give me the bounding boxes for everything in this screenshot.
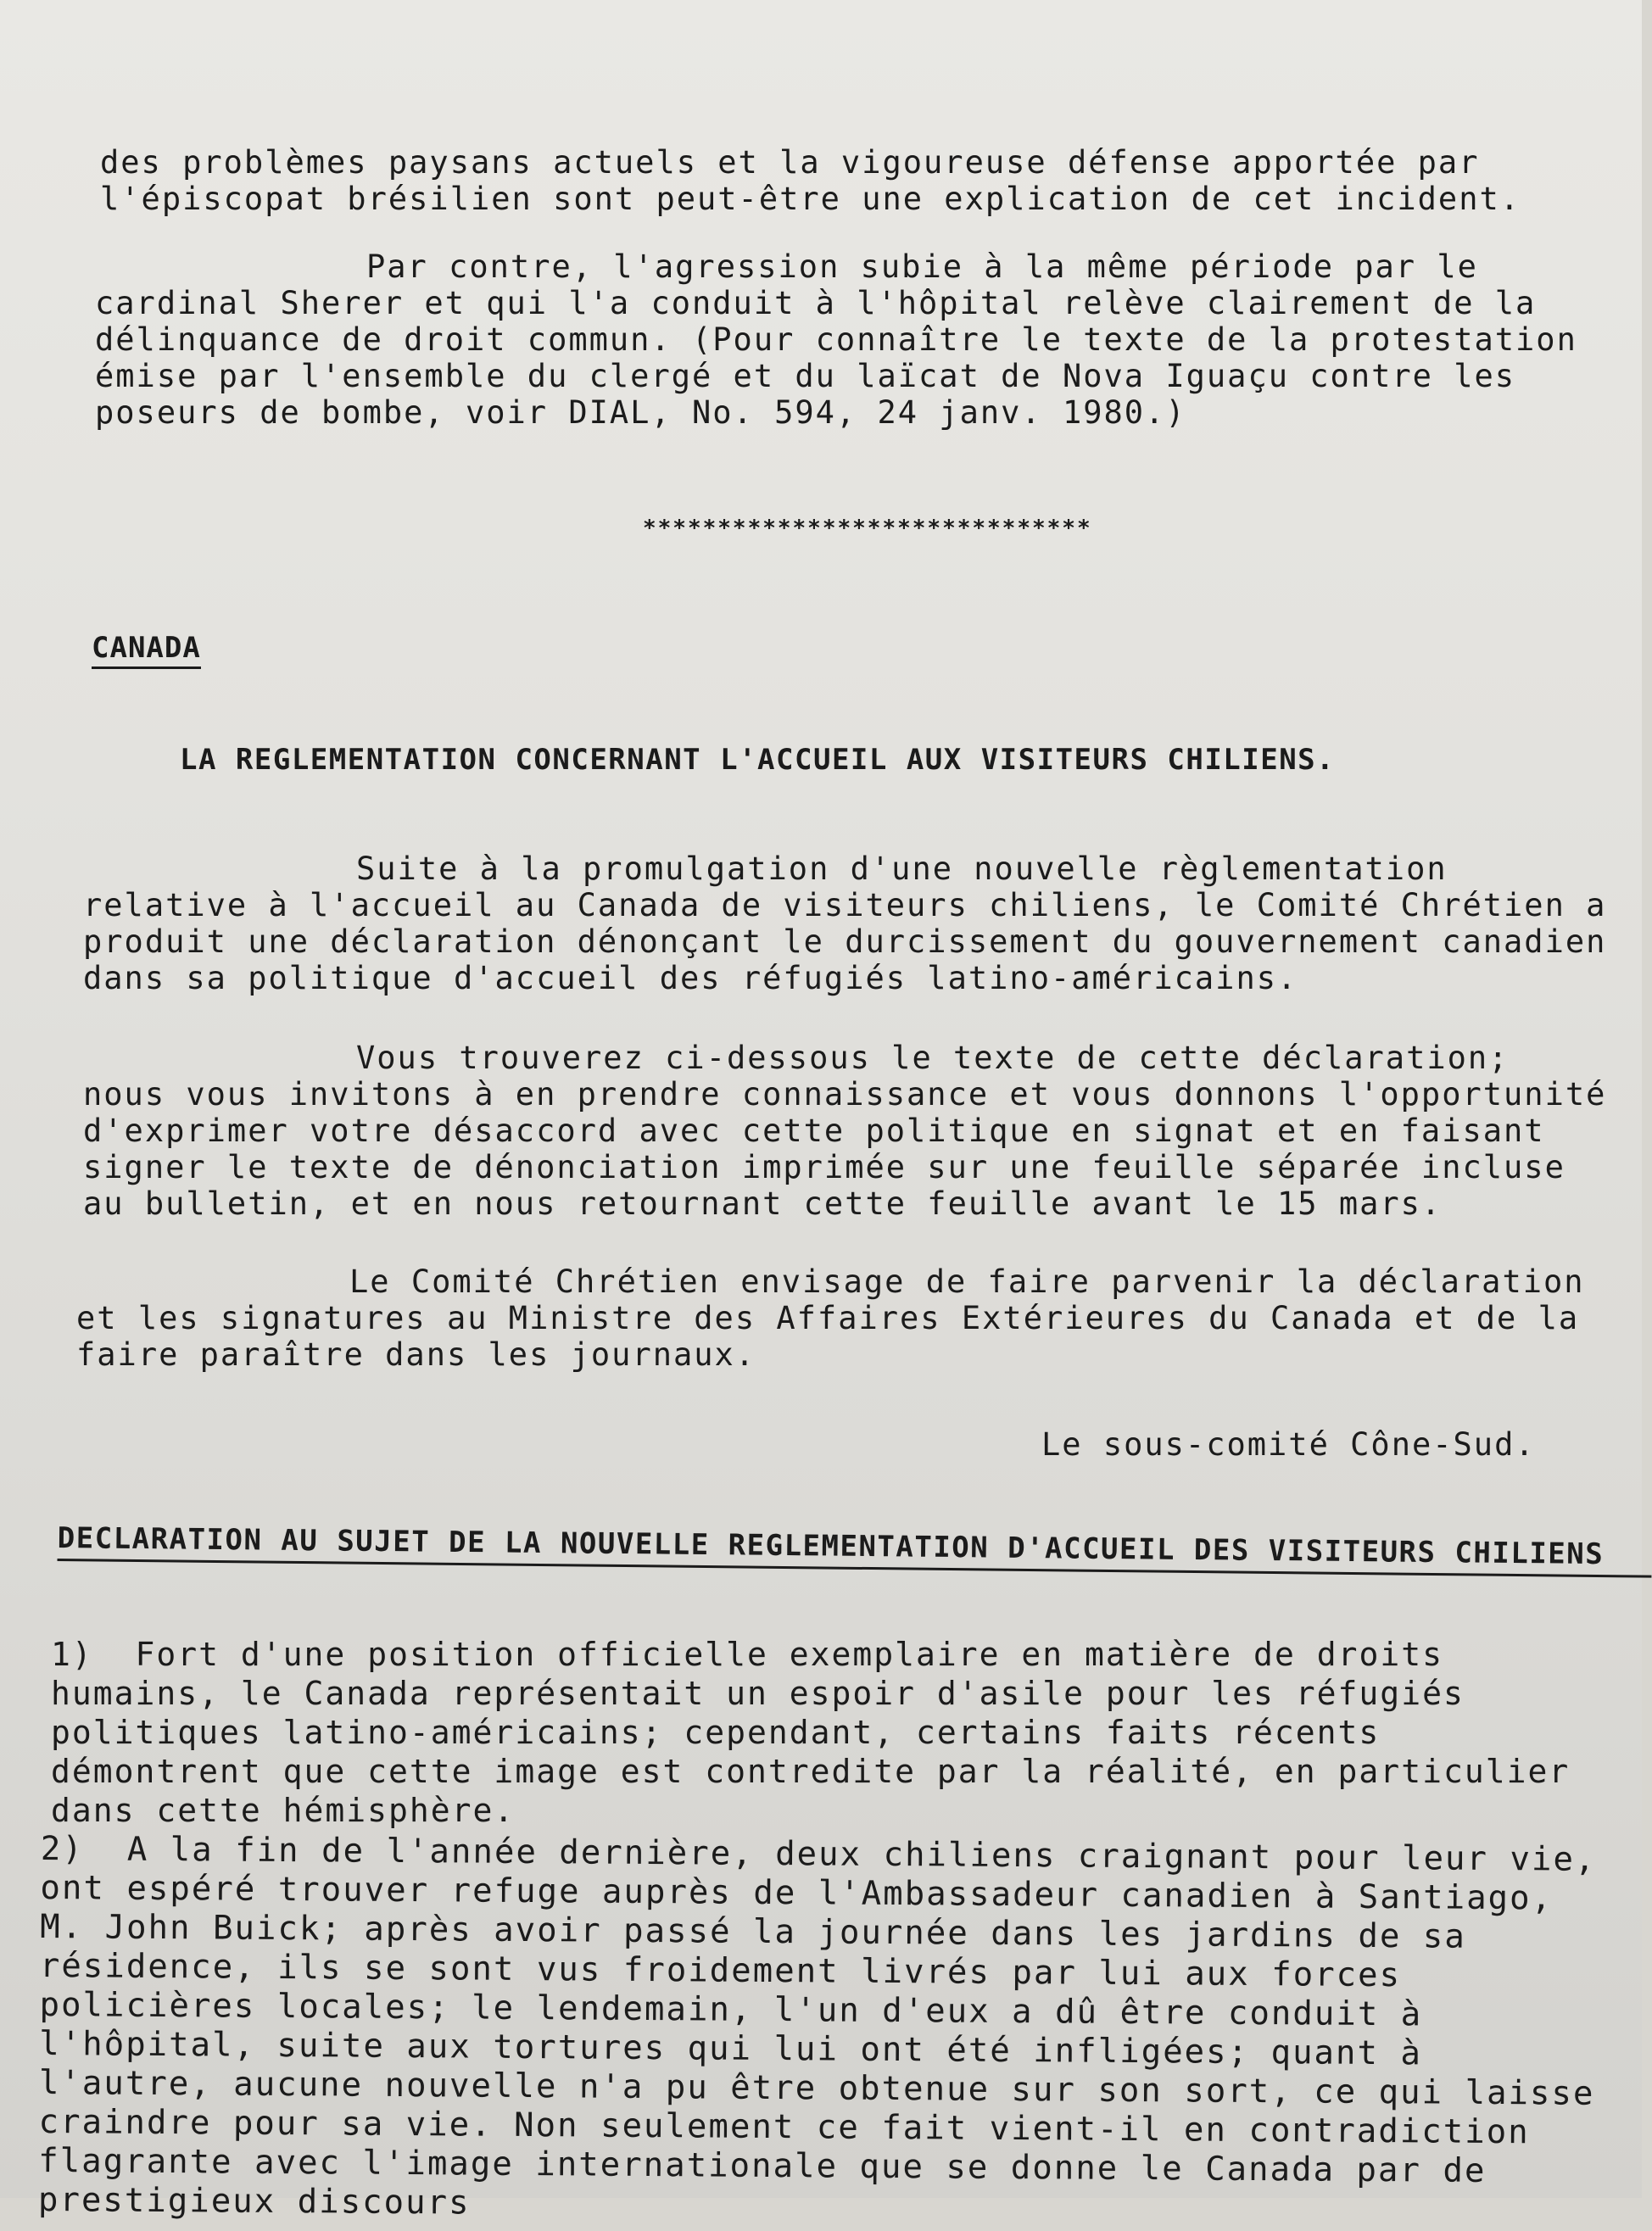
paragraph-vous-trouverez: Vous trouverez ci-dessous le texte de cette déclaration; nous vous invitons à en prendre connaissance et vous donnons l'opportunité d'exprimer votre désaccord avec cette politique en signat et en faisant signer le texte de dénonciation imprimée sur une feuille séparée incluse au bulletin, et en nous retournant cette feuille avant le 15 mars. — [83, 1040, 1627, 1222]
list-item — [51, 1635, 1611, 1830]
article-title: LA REGLEMENTATION CONCERNANT L'ACCUEIL AUX VISITEURS CHILIENS. — [180, 743, 1336, 777]
list-item — [37, 1830, 1619, 2231]
section-separator: ****************************** — [643, 516, 1092, 541]
item-text: A la fin de l'année dernière, deux chiliens craignant pour leur vie, ont espéré trouver refuge auprès de l'Ambassadeur canadien à Santiago, M. John Buick; après avoir passé la journée dans les jardins de sa résidence, ils se sont vus froidement livrés par lui aux forces policières locales; le lendemain, l'un d'eux a dû être conduit à l'hôpital, suite aux tortures qui lui ont été infligées; quant à l'autre, aucune nouvelle n'a pu être obtenue sur son sort, ce qui laisse craindre pour sa vie. Non seulement ce fait vient-il en contradiction flagrante avec l'image internationale que se donne le Canada par de prestigieux discours — [37, 1830, 1619, 2223]
signature-line: Le sous-comité Cône-Sud. — [1041, 1426, 1536, 1463]
declaration-title: DECLARATION AU SUJET DE LA NOUVELLE REGLEMENTATION D'ACCUEIL DES VISITEURS CHILIENS — [58, 1521, 1652, 1578]
paragraph-suite: Suite à la promulgation d'une nouvelle règlementation relative à l'accueil au Canada de visiteurs chiliens, le Comité Chrétien a produit une déclaration dénonçant le durcissement du gouvernement canadien dans sa politique d'accueil des réfugiés latino-américains. — [83, 851, 1627, 996]
paragraph-comite: Le Comité Chrétien envisage de faire parvenir la déclaration et les signatures au Ministre des Affaires Extérieures du Canada et de la faire paraître dans les journaux. — [76, 1263, 1605, 1373]
item-text: Fort d'une position officielle exemplaire en matière de droits humains, le Canada représentait un espoir d'asile pour les réfugiés politiques latino-américains; cependant, certains faits récents démontrent que cette image est contredite par la réalité, en particulier dans cette hémisphère. — [51, 1636, 1592, 1829]
item-number: 1) — [51, 1636, 93, 1673]
section-label-canada: CANADA — [92, 631, 201, 669]
paragraph-sherer: Par contre, l'agression subie à la même période par le cardinal Sherer et qui l'a conduit à l'hôpital relève clairement de la délinquance de droit commun. (Pour connaître le texte de la protestation émise par l'ensemble du clergé et du laïcat de Nova Iguaçu contre les poseurs de bombe, voir DIAL, No. 594, 24 janv. 1980.) — [95, 248, 1599, 431]
paragraph-continuation: des problèmes paysans actuels et la vigoureuse défense apportée par l'épiscopat brésilien sont peut-être une explication de cet incident. — [100, 144, 1521, 217]
item-number: 2) — [40, 1830, 84, 1869]
bleed-through-text — [365, 609, 1552, 629]
